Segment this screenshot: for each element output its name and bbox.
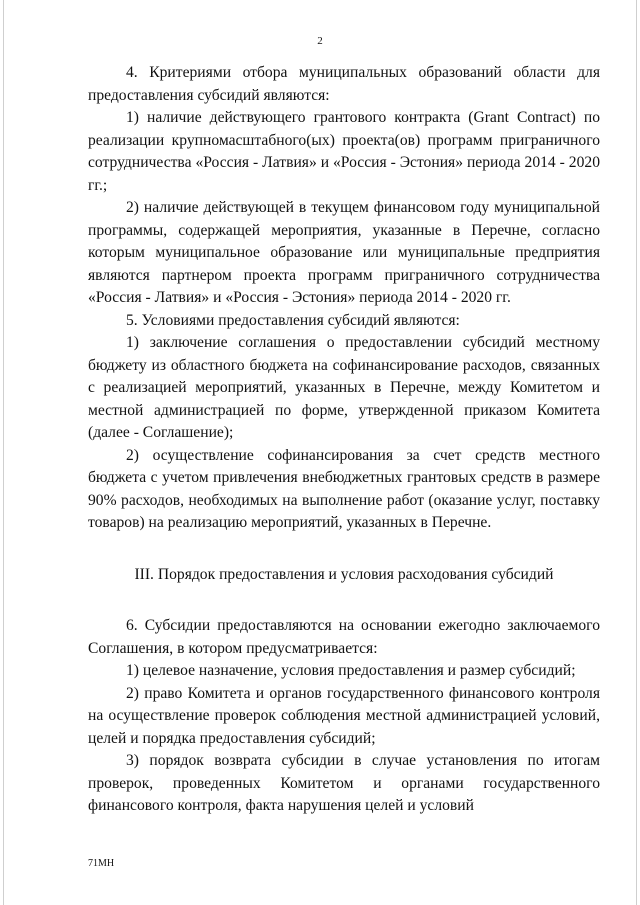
paragraph-6-item-2: 2) право Комитета и органов государственного финансового контроля на осуществление проверок соблюдения местной администрацией условий, целей и порядка предоставления субсидий; (88, 684, 600, 747)
paragraph-5-conditions: 5. Условиями предоставления субсидий являются: (126, 311, 460, 329)
paragraph-6-agreement: 6. Субсидии предоставляются на основании ежегодно заключаемого Соглашения, в котором предусматривается: (88, 617, 600, 657)
paragraph-6-item-3: 3) порядок возврата субсидии в случае установления по итогам проверок, проведенных Комитетом и органами государственного финансового контроля, факта нарушения целей и условий (88, 752, 600, 814)
document-body (88, 62, 600, 818)
paragraph-4-item-1: 1) наличие действующего грантового контракта (Grant Contract) по реализации крупномасштабного(ых) проекта(ов) программ приграничного сотрудничества «Россия - Латвия» и «Россия - Эстония» периода 2014 - 2020 гг.; (88, 109, 600, 194)
page-number: 2 (317, 35, 323, 47)
paragraph-5-item-2: 2) осуществление софинансирования за счет средств местного бюджета с учетом привлечения внебюджетных грантовых средств в размере 90% расходов, необходимых на выполнение работ (оказание услуг, поставку товаров) на реализацию мероприятий, указанных в Перечне. (88, 446, 600, 531)
paragraph-5-item-1: 1) заключение соглашения о предоставлении субсидий местному бюджету из областного бюджета на софинансирование расходов, связанных с реализацией мероприятий, указанных в Перечне, между Комитетом и местной администрацией по форме, утвержденной приказом Комитета (далее - Соглашение); (88, 334, 600, 441)
footer-code: 71МН (88, 858, 115, 869)
scan-edge-right (636, 0, 637, 905)
paragraph-4-item-2: 2) наличие действующей в текущем финансовом году муниципальной программы, содержащей мероприятия, указанные в Перечне, согласно которым муниципальное образование или муниципальные предприятия являются партнером проекта программ приграничного сотрудничества «Россия - Латвия» и «Россия - Эстония» периода 2014 - 2020 гг. (88, 199, 600, 306)
paragraph-6-item-1: 1) целевое назначение, условия предоставления и размер субсидий; (126, 662, 576, 679)
scan-edge-left (3, 0, 4, 905)
paragraph-4-criteria: 4. Критериями отбора муниципальных образований области для предоставления субсидий являются: (88, 64, 600, 104)
section-heading: III. Порядок предоставления и условия расходования субсидий (134, 565, 554, 583)
